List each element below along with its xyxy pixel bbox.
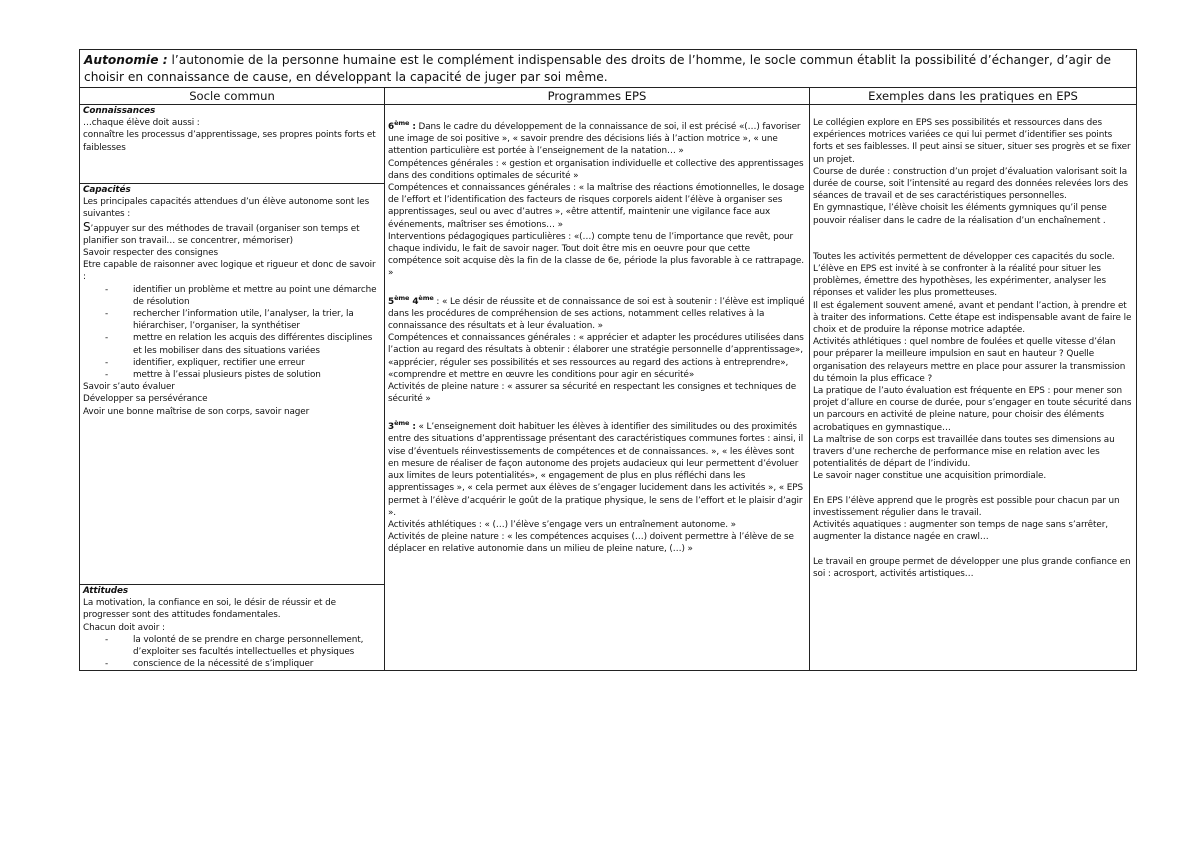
capacites-line: Etre capable de raisonner avec logique et rigueur et donc de savoir : [83, 260, 376, 283]
list-item: - identifier un problème et mettre au point une démarche de résolution [133, 284, 381, 308]
programme-line: Compétences et connaissances générales : « la maîtrise des réactions émotionnelles, le dosage de l’effort et l’identification des facteurs de risques corporels aident l’élève à organiser ses apprentissages, seul ou avec d’autres », «être attentif, maintenir une vigilance face aux événements, maîtriser ses émotions… » [388, 182, 805, 230]
programme-6eme-text: Dans le cadre du développement de la connaissance de soi, il est précisé «(…) favoriser une image de soi positive », « savoir prendre des décisions liés à l’action motrice », « une attention particulière est portée à l’enseignement de la natation… » [388, 121, 801, 157]
list-item: - conscience de la nécessité de s’impliquer [133, 658, 381, 670]
capacites-first [83, 221, 381, 247]
capacites-intro: Les principales capacités attendues d’un élève autonome sont les suivantes : [83, 197, 370, 220]
intro-row [80, 50, 1137, 88]
programme-line: Activités de pleine nature : « assurer sa sécurité en respectant les consignes et techniques de sécurité » [388, 381, 797, 405]
attitudes-title: Attitudes [83, 586, 129, 596]
exemple-line: Le savoir nager constitue une acquisition primordiale. [813, 471, 1047, 482]
connaissances-line: …chaque élève doit aussi : [83, 118, 200, 129]
exemple-line: Il est également souvent amené, avant et pendant l’action, à prendre et à traiter des informations. Cette étape est indispensable avant de faire le choix et de produire la réponse motrice adaptée. [813, 300, 1132, 336]
capacites-line: Développer sa persévérance [83, 394, 208, 405]
programme-line: Activités de pleine nature : « les compétences acquises (…) doivent permettre à l’élève de se déplacer en relative autonomie dans un milieu de pleine nature, (…) » [388, 532, 794, 555]
capacites-first-text: ’appuyer sur des méthodes de travail (organiser son temps et planifier son travail… se concentrer, mémoriser) [83, 223, 360, 246]
connaissances-title: Connaissances [83, 106, 156, 116]
exemple-line: La maîtrise de son corps est travaillée dans toutes ses dimensions au travers d’une recherche de performance mise en relation avec les potentialités de départ de l’individu. [813, 434, 1115, 470]
header-socle-commun: Socle commun [80, 88, 385, 105]
exemple-line: Activités aquatiques : augmenter son temps de nage sans s’arrêter, augmenter la distance nagée en crawl… [813, 520, 1108, 543]
capacites-list [83, 284, 381, 382]
autonomie-table [79, 49, 1137, 671]
exemple-line: Course de durée : construction d’un projet d’évaluation valorisant soit la durée de course, soit l’intensité au regard des données relevées lors des séances de travail et de ses caractéristiques personnelles. [813, 166, 1129, 202]
level-6eme: 6ème : [388, 119, 416, 132]
programme-3eme-text: « L’enseignement doit habituer les élèves à identifier des similitudes ou des proximités entre des situations d’apprentissage présentant des caractéristiques communes fortes : ainsi, il vise d’éventuels réinvestissements de compétences et de connaissances. », « les élèves sont en mesure de réaliser de façon autonome des projets audacieux qui leur permettent d’évoluer aux limites de leurs potentialités», « engagement de plus en plus réfléchi dans les apprentissages », « cela permet aux élèves de s’engager lucidement dans les activités », « EPS permet à l’élève d’acquérir le goût de la pratique physique, le sens de l’effort et le plaisir d’agir ». [388, 422, 804, 518]
socle-column [80, 105, 385, 671]
list-item: - rechercher l’information utile, l’analyser, la trier, la hiérarchiser, l’organiser, la synthétiser [133, 308, 381, 332]
programme-line: Compétences et connaissances générales : « apprécier et adapter les procédures utilisées dans l’action au regard des résultats à obtenir : élaborer une stratégie personnelle d’apprentissage», «apprécier, réguler ses possibilités et ses ressources au regard des actions à entreprendre», «comprendre et mettre en œuvre les conditions pour agir en sécurité» [388, 333, 804, 380]
attitudes-list [83, 634, 381, 671]
connaissances-section [80, 105, 384, 184]
capacites-line: Savoir respecter des consignes [83, 248, 219, 259]
programme-5eme-text: : « Le désir de réussite et de connaissance de soi est à soutenir : l’élève est impliqué dans les procédures de compréhension de ses actions, notamment celles relatives à la connaissance des résultats et à leur évaluation. » [388, 296, 805, 331]
capacites-line: Avoir une bonne maîtrise de son corps, savoir nager [83, 406, 310, 417]
programme-6eme [388, 117, 806, 158]
intro-cell [80, 50, 1137, 88]
big-letter: S [83, 219, 91, 234]
list-item: - mettre en relation les acquis des différentes disciplines et les mobiliser dans des situations variées [133, 332, 381, 356]
exemples-column [810, 105, 1137, 671]
programme-3eme [388, 417, 806, 519]
exemple-line: Activités athlétiques : quel nombre de foulées et quelle vitesse d’élan pour préparer la meilleure impulsion en saut en hauteur ? Quelle organisation des relayeurs mettre en place pour assurer la transmission du témoin la plus efficace ? [813, 337, 1126, 384]
list-item: - la volonté de se prendre en charge personnellement, d’exploiter ses facultés intellectuelles et physiques [133, 634, 381, 658]
level-5eme-4eme: 5ème 4ème [388, 293, 434, 307]
exemple-line: Le travail en groupe permet de développer une plus grande confiance en soi : acrosport, activités artistiques… [813, 556, 1131, 579]
list-item: - identifier, expliquer, rectifier une erreur [133, 357, 381, 369]
attitudes-section [83, 585, 381, 670]
intro-text: l’autonomie de la personne humaine est le complément indispensable des droits de l’homme, le socle commun établit la possibilité d’échanger, d’agir de choisir en connaissance de cause, en développant la capacité de juger par soi même. [84, 53, 1112, 84]
exemple-line: Le collégien explore en EPS ses possibilités et ressources dans des expériences motrices variées ce qui lui permet d’identifier ses points forts et ses faiblesses. Il peut ainsi se situer, situer ses progrès et se fixer un projet. [813, 118, 1131, 165]
exemple-line: En gymnastique, l’élève choisit les éléments gymniques qu’il pense pouvoir réaliser dans le cadre de la réalisation d’un enchaînement . [813, 203, 1107, 226]
programme-5eme-4eme [388, 292, 806, 333]
level-3eme: 3ème : [388, 419, 416, 433]
intro-label: Autonomie : [84, 53, 168, 67]
programme-line: Interventions pédagogiques particulières : «(…) compte tenu de l’importance que revêt, pour chaque individu, le fait de savoir nager. Tout doit être mis en oeuvre pour que cette compétence soit acquise dès la fin de la classe de 6e, période la plus favorable à ce rattrapage. » [388, 231, 804, 279]
attitudes-line: Chacun doit avoir : [83, 622, 165, 633]
attitudes-line: La motivation, la confiance en soi, le désir de réussir et de progresser sont des attitudes fondamentales. [83, 598, 336, 621]
header-exemples: Exemples dans les pratiques en EPS [810, 88, 1137, 105]
programme-line: Compétences générales : « gestion et organisation individuelle et collective des apprentissages dans des conditions optimales de sécurité » [388, 158, 804, 181]
programme-line: Activités athlétiques : « (…) l’élève s’engage vers un entraînement autonome. » [388, 519, 736, 530]
content-row [80, 105, 1137, 671]
document-sheet [79, 49, 1136, 671]
exemple-line: Toutes les activités permettent de développer ces capacités du socle. L’élève en EPS est invité à se confronter à la réalité pour situer les problèmes, émettre des hypothèses, les expérimenter, analyser les réponses et valider les plus prometteuses. [813, 251, 1115, 299]
list-item: - mettre à l’essai plusieurs pistes de solution [133, 369, 381, 381]
capacites-section [80, 184, 384, 585]
exemple-line: La pratique de l’auto évaluation est fréquente en EPS : pour mener son projet d’allure en course de durée, pour s’engager en toute sécurité dans un parcours en activité de pleine nature, pour choisir des éléments acrobatiques en gymnastique… [813, 386, 1132, 433]
header-row [80, 88, 1137, 105]
exemple-line: En EPS l’élève apprend que le progrès est possible pour chacun par un investissement régulier dans le travail. [813, 495, 1120, 518]
capacites-line: Savoir s’auto évaluer [83, 382, 175, 393]
capacites-title: Capacités [83, 185, 131, 195]
connaissances-line: connaître les processus d’apprentissage, ses propres points forts et faiblesses [83, 130, 376, 153]
programmes-column [385, 105, 810, 671]
header-programmes-eps: Programmes EPS [385, 88, 810, 105]
